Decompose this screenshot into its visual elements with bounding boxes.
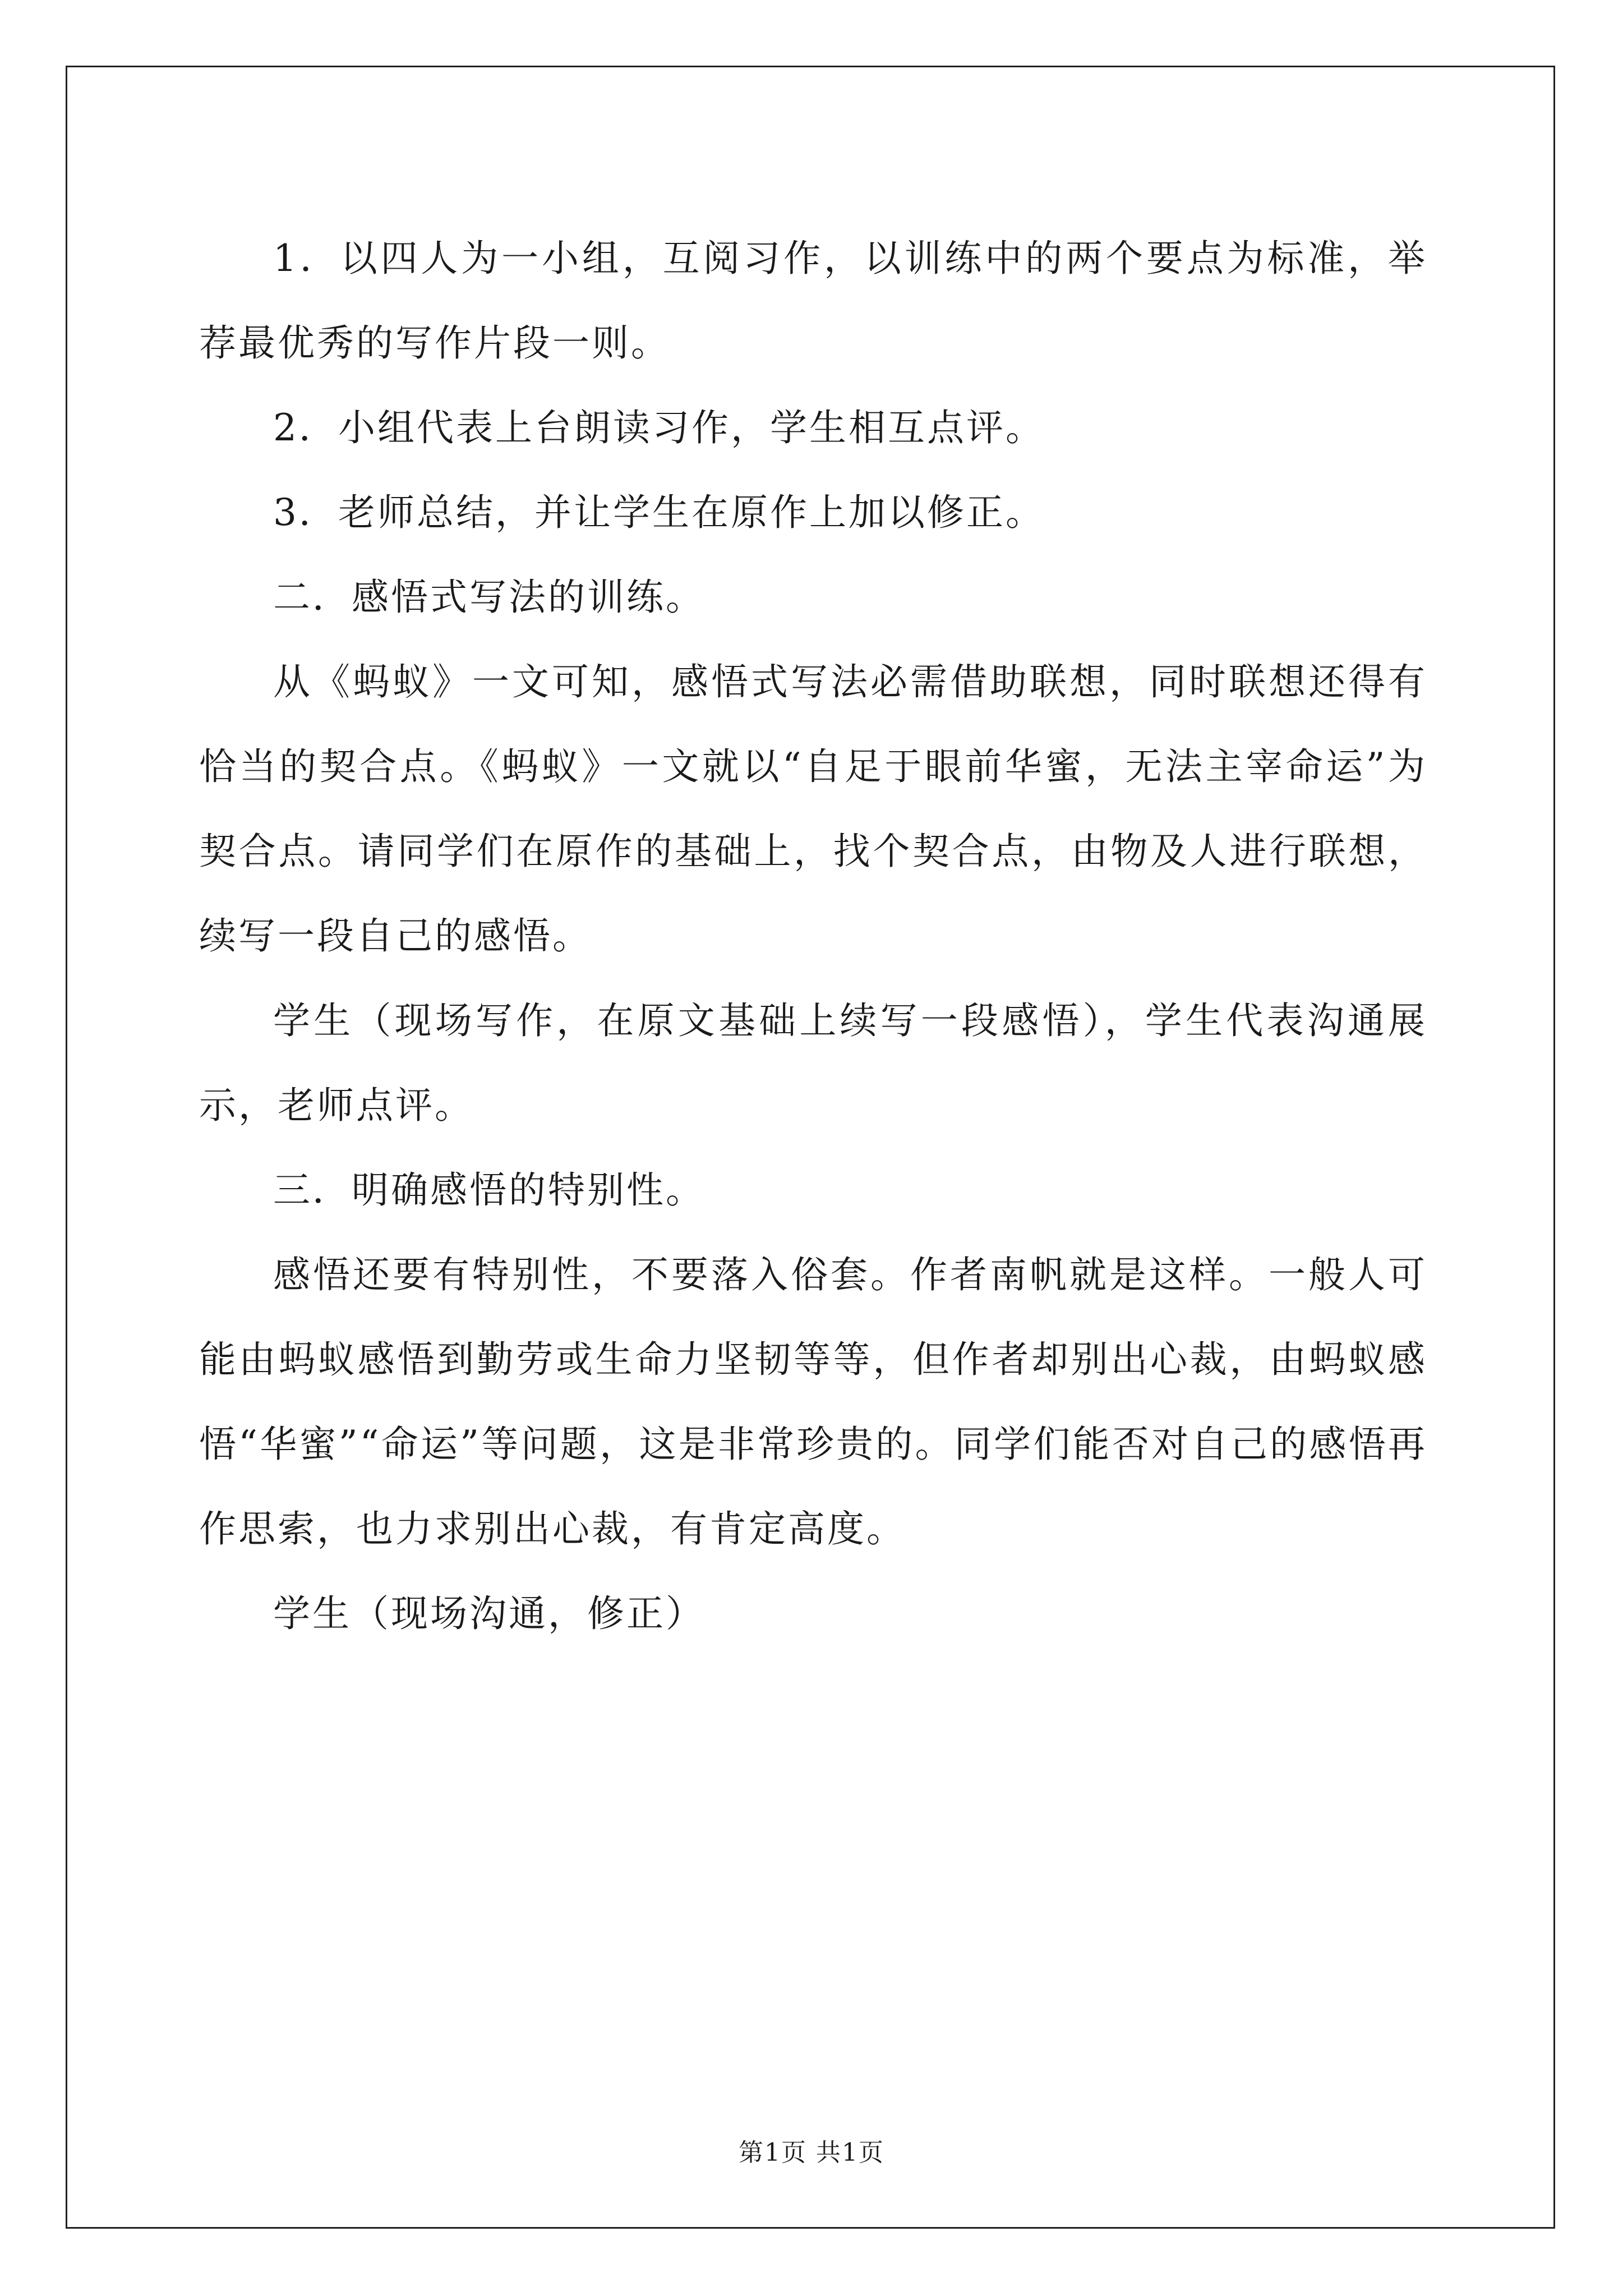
paragraph-6: 学生（现场写作，在原文基础上续写一段感悟），学生代表沟通展示，老师点评。 <box>199 999 1427 1127</box>
paragraph-2: 2．小组代表上台朗读习作，学生相互点评。 <box>273 406 1045 449</box>
document-body <box>199 216 1427 1656</box>
paragraph-3: 3．老师总结，并让学生在原作上加以修正。 <box>273 491 1045 534</box>
paragraph-5: 从《蚂蚁》一文可知，感悟式写法必需借助联想，同时联想还得有恰当的契合点。《蚂蚁》一文就以“自足于眼前华蜜，无法主宰命运”为契合点。请同学们在原作的基础上，找个契合点，由物及人进行联想，续写一段自己的感悟。 <box>199 660 1427 958</box>
section-heading-3: 三．明确感悟的特别性。 <box>273 1168 705 1212</box>
page-number: 第1页 共1页 <box>739 2138 884 2167</box>
paragraph-1: 1．以四人为一小组，互阅习作，以训练中的两个要点为标准，举荐最优秀的写作片段一则。 <box>199 237 1427 365</box>
paragraph-8: 感悟还要有特别性，不要落入俗套。作者南帆就是这样。一般人可能由蚂蚁感悟到勤劳或生命力坚韧等等，但作者却别出心裁，由蚂蚁感悟“华蜜”“命运”等问题，这是非常珍贵的。同学们能否对自己的感悟再作思索，也力求别出心裁，有肯定高度。 <box>199 1253 1427 1550</box>
paragraph-9: 学生（现场沟通，修正） <box>273 1592 705 1635</box>
section-heading-2: 二．感悟式写法的训练。 <box>273 576 705 619</box>
